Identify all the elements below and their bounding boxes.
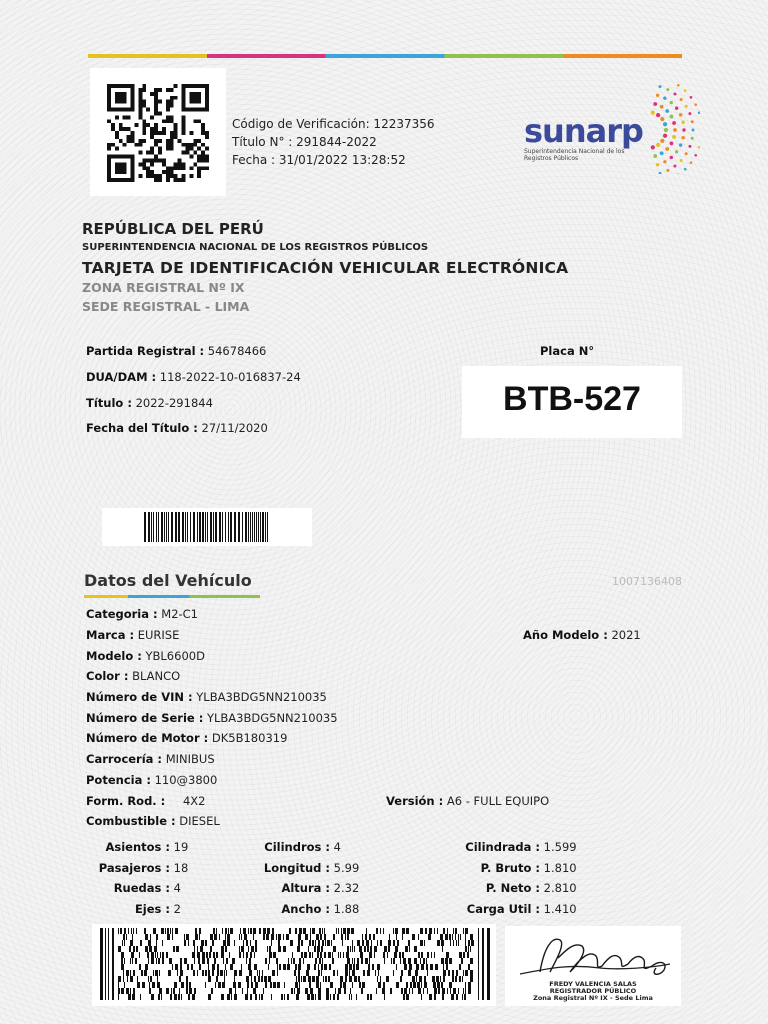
pasajeros-row: [90, 861, 188, 875]
zone-title: ZONA REGISTRAL Nº IX: [82, 280, 245, 295]
serie-row: [86, 711, 338, 725]
verification-block: [232, 115, 435, 169]
categoria-value: M2-C1: [161, 607, 199, 621]
motor-label: Número de Motor :: [86, 731, 209, 745]
signer-name: FREDY VALENCIA SALAS: [549, 980, 637, 988]
altura-label: Altura :: [281, 881, 330, 895]
ruedas-row: [90, 881, 181, 895]
marca-value: EURISE: [137, 628, 180, 642]
asientos-label: Asientos :: [105, 840, 170, 854]
partida-row: [86, 344, 266, 358]
categoria-label: Categoria :: [86, 607, 158, 621]
carroceria-value: MINIBUS: [165, 752, 215, 766]
ejes-label: Ejes :: [134, 902, 170, 916]
superintendency-title: SUPERINTENDENCIA NACIONAL DE LOS REGISTROS PÚBLICOS: [82, 242, 429, 253]
sunarp-logo-subtitle: Superintendencia Nacional de los Registros Públicos: [524, 148, 625, 162]
longitud-row: [250, 861, 359, 875]
signer-zone: Zona Registral Nº IX - Sede Lima: [533, 994, 653, 1002]
titulo-label: Título :: [86, 396, 132, 410]
formrod-label: Form. Rod. :: [86, 794, 166, 808]
cilindros-value: 4: [333, 840, 341, 854]
pneto-value: 2.810: [543, 881, 577, 895]
pbruto-row: [440, 861, 577, 875]
carroceria-row: [86, 752, 215, 766]
pbruto-value: 1.810: [543, 861, 577, 875]
pasajeros-value: 18: [173, 861, 189, 875]
fecha-titulo-value: 27/11/2020: [201, 421, 268, 435]
partida-value: 54678466: [207, 344, 267, 358]
dua-row: [86, 370, 301, 384]
dua-label: DUA/DAM :: [86, 370, 157, 384]
combustible-label: Combustible :: [86, 814, 176, 828]
carga-row: [440, 902, 577, 916]
serial-number: 1007136408: [612, 575, 682, 588]
cilindros-row: [250, 840, 341, 854]
dua-value: 118-2022-10-016837-24: [159, 370, 301, 384]
card-title: TARJETA DE IDENTIFICACIÓN VEHICULAR ELECTRÓNICA: [82, 259, 569, 277]
fecha-titulo-row: [86, 421, 268, 435]
republic-title: REPÚBLICA DEL PERÚ: [82, 220, 264, 238]
asientos-value: 19: [173, 840, 189, 854]
version-value: A6 - FULL EQUIPO: [446, 794, 550, 808]
potencia-label: Potencia :: [86, 773, 151, 787]
fecha-titulo-label: Fecha del Título :: [86, 421, 198, 435]
signer-role: REGISTRADOR PÚBLICO: [549, 987, 637, 995]
ruedas-label: Ruedas :: [113, 881, 170, 895]
pbruto-label: P. Bruto :: [480, 861, 540, 875]
vin-value: YLBA3BDG5NN210035: [196, 690, 327, 704]
marca-label: Marca :: [86, 628, 135, 642]
signature-icon: [510, 928, 680, 984]
sunarp-logo-text: sunarp: [524, 112, 643, 150]
ancho-value: 1.88: [333, 902, 360, 916]
issue-date: Fecha : 31/01/2022 13:28:52: [232, 153, 406, 167]
color-label: Color :: [86, 669, 129, 683]
ruedas-value: 4: [173, 881, 181, 895]
combustible-row: [86, 814, 220, 828]
pneto-row: [440, 881, 577, 895]
potencia-row: [86, 773, 217, 787]
vehicle-section-title: Datos del Vehículo: [84, 571, 252, 590]
altura-value: 2.32: [333, 881, 360, 895]
titulo-row: [86, 396, 213, 410]
modelo-value: YBL6600D: [145, 649, 205, 663]
pasajeros-label: Pasajeros :: [98, 861, 170, 875]
vin-label: Número de VIN :: [86, 690, 193, 704]
asientos-row: [90, 840, 188, 854]
formrod-row: [86, 794, 205, 808]
partida-label: Partida Registral :: [86, 344, 205, 358]
anio-label: Año Modelo :: [523, 628, 608, 642]
serie-label: Número de Serie :: [86, 711, 204, 725]
ancho-row: [250, 902, 359, 916]
ejes-value: 2: [173, 902, 181, 916]
longitud-label: Longitud :: [263, 861, 330, 875]
ancho-label: Ancho :: [281, 902, 330, 916]
categoria-row: [86, 607, 198, 621]
motor-row: [86, 731, 287, 745]
title-number: Título N° : 291844-2022: [232, 135, 377, 149]
carroceria-label: Carrocería :: [86, 752, 163, 766]
serie-value: YLBA3BDG5NN210035: [206, 711, 338, 725]
seat-title: SEDE REGISTRAL - LIMA: [82, 299, 250, 314]
altura-row: [250, 881, 359, 895]
pdf417-barcode-icon: [100, 928, 490, 1000]
potencia-value: 110@3800: [154, 773, 218, 787]
pneto-label: P. Neto :: [485, 881, 540, 895]
ejes-row: [90, 902, 181, 916]
vin-row: [86, 690, 327, 704]
longitud-value: 5.99: [333, 861, 360, 875]
titulo-value: 2022-291844: [135, 396, 213, 410]
cilindros-label: Cilindros :: [264, 840, 330, 854]
color-value: BLANCO: [132, 669, 181, 683]
signer-block: [505, 981, 681, 1002]
color-row: [86, 669, 180, 683]
carga-value: 1.410: [543, 902, 577, 916]
color-stripe: [88, 54, 682, 58]
anio-value: 2021: [611, 628, 641, 642]
combustible-value: DIESEL: [179, 814, 220, 828]
marca-row: [86, 628, 179, 642]
plate-number: BTB-527: [503, 380, 641, 418]
version-row: [386, 794, 549, 808]
cilindrada-value: 1.599: [543, 840, 577, 854]
formrod-value: 4X2: [182, 794, 206, 808]
barcode-icon: [144, 512, 270, 542]
placa-label: Placa N°: [540, 344, 595, 358]
verification-code: Código de Verificación: 12237356: [232, 117, 435, 131]
modelo-row: [86, 649, 205, 663]
cilindrada-row: [440, 840, 577, 854]
version-label: Versión :: [386, 794, 444, 808]
anio-row: [523, 628, 641, 642]
cilindrada-label: Cilindrada :: [465, 840, 540, 854]
carga-label: Carga Util :: [466, 902, 540, 916]
qr-code-icon: [106, 84, 210, 182]
motor-value: DK5B180319: [211, 731, 288, 745]
section-underline: [84, 595, 260, 598]
modelo-label: Modelo :: [86, 649, 142, 663]
